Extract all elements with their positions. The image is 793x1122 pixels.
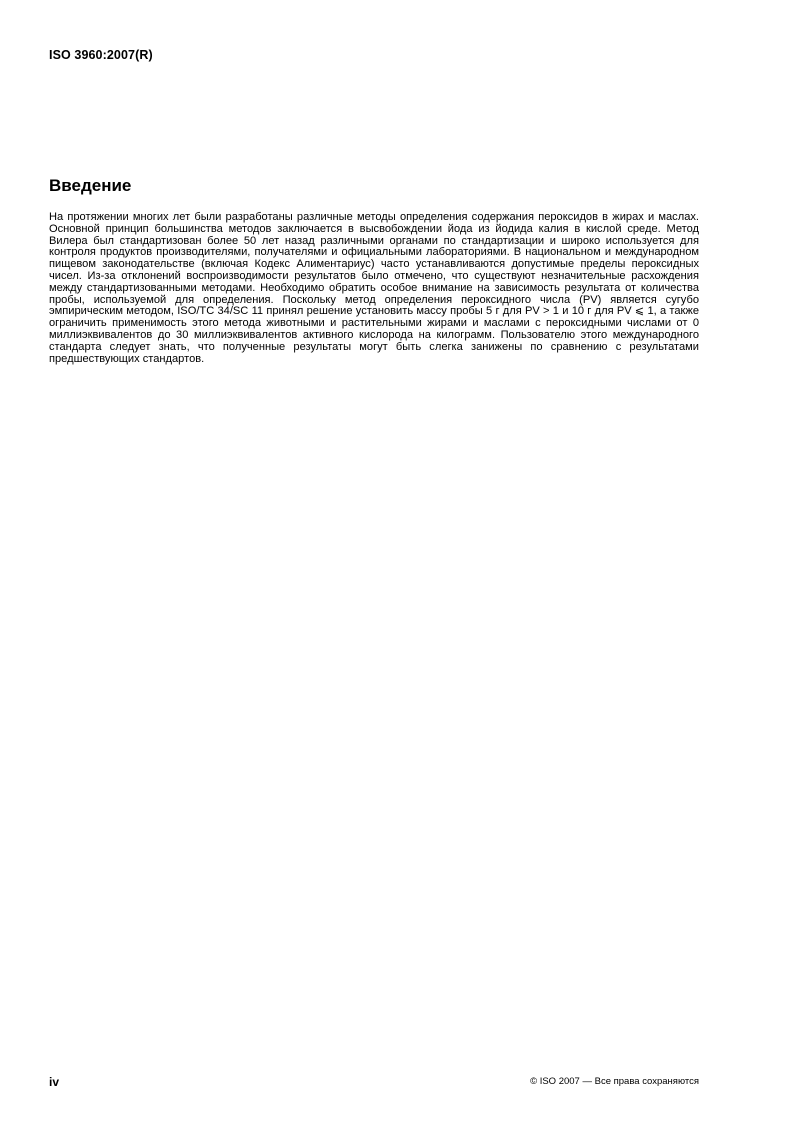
section-title: Введение [49,176,132,195]
page-number: iv [49,1075,60,1089]
introduction-paragraph: На протяжении многих лет были разработаны различные методы определения содержания пероксидов в жирах и маслах. Основной принцип большинства методов заключается в высвобождении йода из йодида калия в кислой среде. Метод Вилера был стандартизован более 50 лет назад различными органами по стандартизации и широко используется для контроля продуктов производителями, получателями и официальными лабораториями. В национальном и международном пищевом законодательстве (включая Кодекс Алиментариус) часто устанавливаются допустимые пределы пероксидных чисел. Из-за отклонений воспроизводимости результатов было отмечено, что существуют незначительные расхождения между стандартизованными методами. Необходимо обратить особое внимание на зависимость результата от количества пробы, используемой для определения. Поскольку метод определения пероксидного числа (PV) является сугубо эмпирическим методом, ISO/TC 34/SC 11 принял решение установить массу пробы 5 г для PV > 1 и 10 г для PV ⩽ 1, а также ограничить применимость этого метода животными и растительными жирами и маслами с пероксидными числами от 0 миллиэквивалентов до 30 миллиэквивалентов активного кислорода на килограмм. Пользователю этого международного стандарта следует знать, что полученные результаты могут быть слегка занижены по сравнению с результатами предшествующих стандартов. [49,211,699,365]
document-id-header: ISO 3960:2007(R) [49,48,153,62]
copyright-notice: © ISO 2007 — Все права сохраняются [530,1076,699,1087]
